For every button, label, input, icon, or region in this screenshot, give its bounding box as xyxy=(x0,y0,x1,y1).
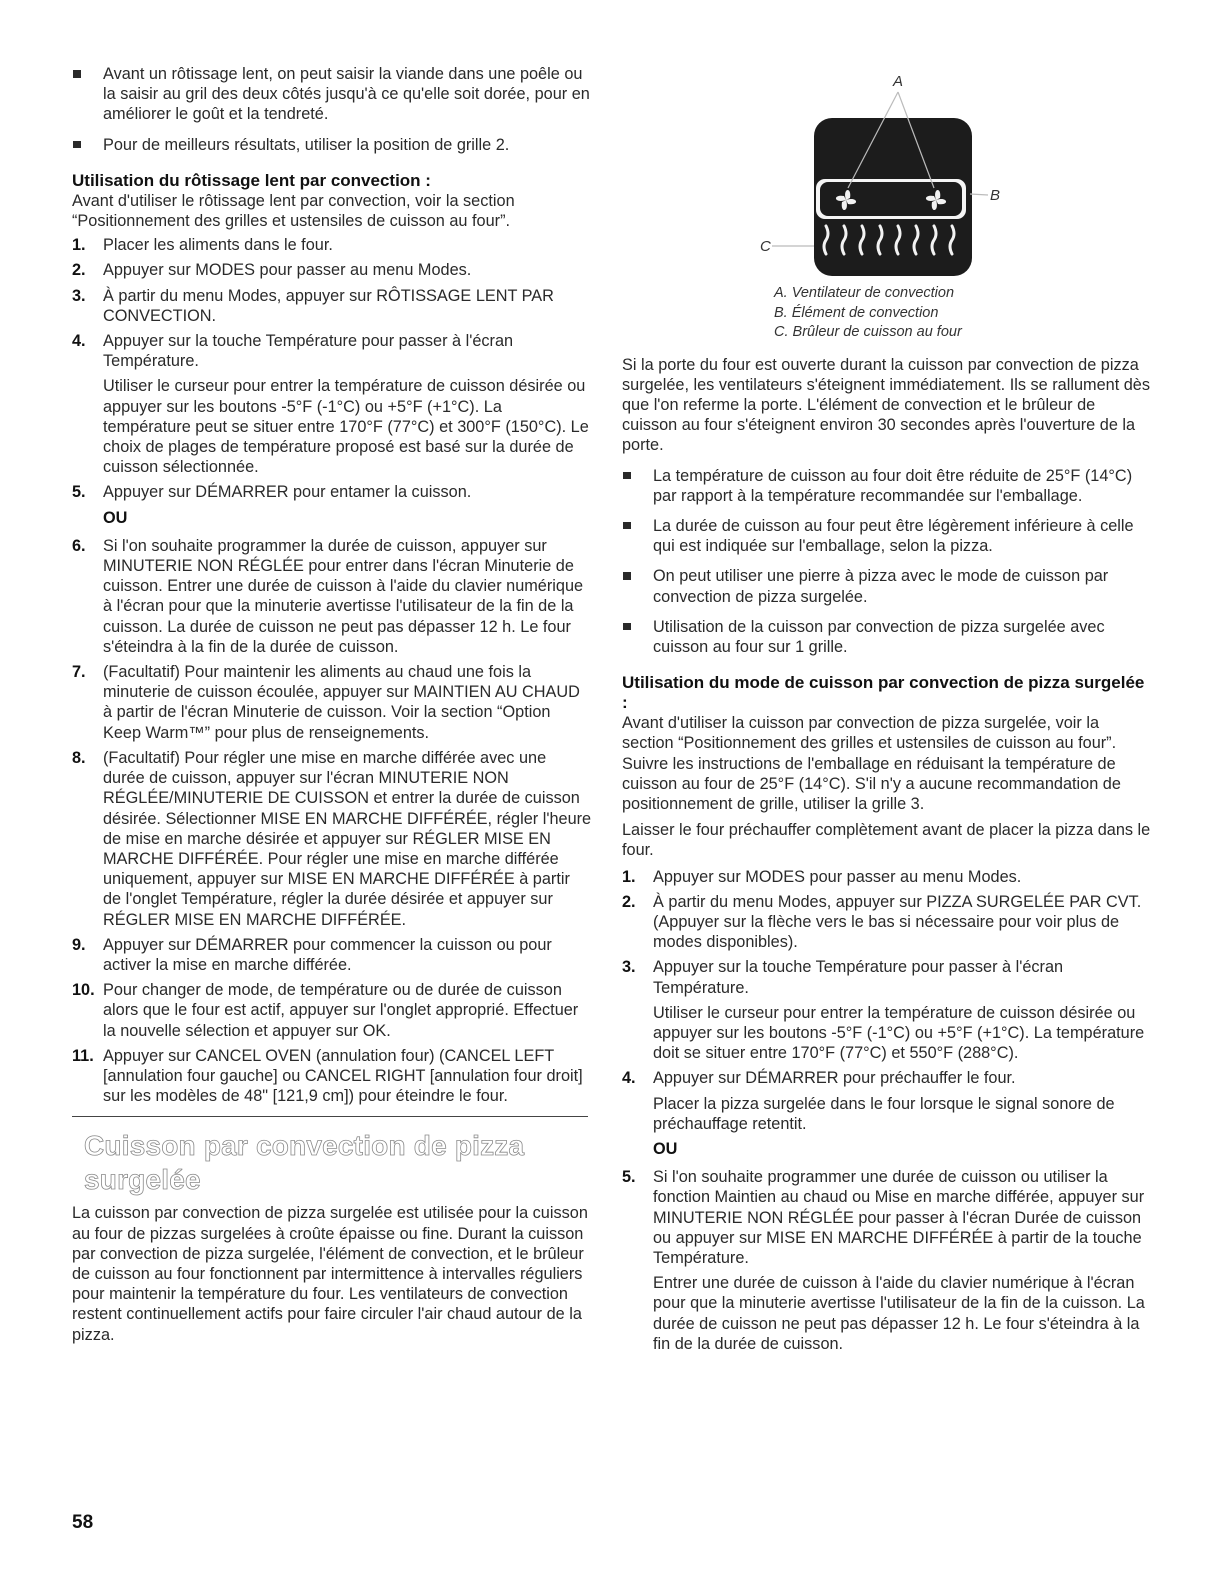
step-item xyxy=(72,260,592,280)
sub-heading: Utilisation du mode de cuisson par convection de pizza surgelée : xyxy=(622,673,1145,713)
step-number: 4. xyxy=(72,332,86,351)
step-item xyxy=(622,1167,1152,1268)
paragraph: Si la porte du four est ouverte durant la cuisson par convection de pizza surgelée, les ventilateurs s'éteignent immédiatement. Ils se rallument dès que l'on referme la porte. L'élément de convection et le brûleur de cuisson au four s'éteignent environ 30 secondes après l'ouverture de la porte. xyxy=(622,355,1150,455)
right-column xyxy=(622,64,1152,1359)
step-text: Placer les aliments dans le four. xyxy=(103,236,333,255)
step-number: 7. xyxy=(72,663,86,682)
step-note: Placer la pizza surgelée dans le four lorsque le signal sonore de préchauffage retentit. xyxy=(653,1094,1115,1133)
step-item xyxy=(72,935,592,975)
step-note: Utiliser le curseur pour entrer la température de cuisson désirée ou appuyer sur les boutons -5°F (-1°C) ou +5°F (+1°C). La température doit se situer entre 170°F (77°C) et 550°F (288°C). xyxy=(653,1003,1145,1063)
convection-fan-icon xyxy=(922,186,950,214)
step-item xyxy=(72,662,592,743)
paragraph: Avant d'utiliser le rôtissage lent par convection, voir la section “Positionnement des grilles et ustensiles de cuisson au four”. xyxy=(72,191,515,231)
label-a: A xyxy=(893,73,904,90)
step-number: 5. xyxy=(72,483,86,502)
step-text: Appuyer sur DÉMARRER pour commencer la cuisson ou pour activer la mise en marche différée. xyxy=(103,935,552,974)
or-label: OU xyxy=(653,1140,678,1158)
left-column xyxy=(72,64,592,1349)
step-number: 8. xyxy=(72,748,86,767)
step-text: (Facultatif) Pour régler une mise en marche différée avec une durée de cuisson, appuyer sur l'écran MINUTERIE NON RÉGLÉE/MINUTERIE DE CUISSON et entrer la durée de cuisson désirée. Sélectionner MISE EN MARCHE DIFFÉRÉE, régler l'heure de mise en marche désirée et appuyer sur RÉGLER MISE EN MARCHE DIFFÉRÉE. Pour régler une mise en marche différée uniquement, appuyer sur MISE EN MARCHE DIFFÉRÉE à partir de l'onglet Température, régler la durée désirée et appuyer sur RÉGLER MISE EN MARCHE DIFFÉRÉE. xyxy=(103,748,592,929)
step-text: Appuyer sur CANCEL OVEN (annulation four) (CANCEL LEFT [annulation four gauche] ou CANCEL RIGHT [annulation four droit] sur les modèles de 48" [121,9 cm]) pour éteindre le four. xyxy=(103,1046,583,1106)
step-text: Appuyer sur MODES pour passer au menu Modes. xyxy=(653,867,1022,886)
label-b: B xyxy=(990,187,1001,204)
step-item xyxy=(72,286,592,326)
step-text: (Facultatif) Pour maintenir les aliments au chaud une fois la minuterie de cuisson écoulée, appuyer sur MAINTIEN AU CHAUD à partir de l'écran Minuterie de cuisson. Voir la section “Option Keep Warm™” pour plus de renseignements. xyxy=(103,663,580,742)
section-title: Cuisson par convection de pizza surgelée xyxy=(84,1130,525,1196)
bullet-item: Avant un rôtissage lent, on peut saisir la viande dans une poêle ou la saisir au gril des deux côtés jusqu'à ce qu'elle soit dorée, pour en améliorer le goût et la tendreté. xyxy=(72,64,592,125)
bullet-item: La durée de cuisson au four peut être légèrement inférieure à celle qui est indiquée sur l'emballage, selon la pizza. xyxy=(622,516,1152,556)
step-number: 2. xyxy=(72,261,86,280)
step-text: Appuyer sur DÉMARRER pour préchauffer le four. xyxy=(653,1069,1016,1088)
step-item xyxy=(72,235,592,255)
step-text: À partir du menu Modes, appuyer sur PIZZA SURGELÉE PAR CVT. (Appuyer sur la flèche vers le bas si nécessaire pour voir plus de modes disponibles). xyxy=(653,892,1142,952)
section-divider xyxy=(72,1116,588,1117)
caption-line: B. Élément de convection xyxy=(774,304,939,321)
step-item xyxy=(622,867,1152,887)
step-number: 11. xyxy=(72,1046,94,1065)
convection-oven-diagram xyxy=(760,64,1002,274)
step-text: Appuyer sur DÉMARRER pour entamer la cuisson. xyxy=(103,483,472,502)
sub-heading: Utilisation du rôtissage lent par convection : xyxy=(72,170,431,190)
step-number: 1. xyxy=(72,236,86,255)
step-item xyxy=(72,980,592,1041)
step-number: 1. xyxy=(622,867,636,886)
step-item xyxy=(72,482,592,502)
paragraph: La cuisson par convection de pizza surgelée est utilisée pour la cuisson au four de pizzas surgelées à croûte épaisse ou fine. Durant la cuisson par convection de pizza surgelée, l'élément de convection, et le brûleur de cuisson au four fonctionnent par intermittence à intervalles réguliers pour maintenir la température du four. Les ventilateurs de convection restent continuellement actifs pour faire circuler l'air chaud autour de la pizza. xyxy=(72,1204,588,1344)
or-label: OU xyxy=(103,508,128,527)
bullet-item: Pour de meilleurs résultats, utiliser la position de grille 2. xyxy=(72,135,592,155)
step-number: 9. xyxy=(72,935,86,954)
figure-caption xyxy=(622,284,1152,343)
step-number: 4. xyxy=(622,1069,636,1088)
bullet-item: On peut utiliser une pierre à pizza avec le mode de cuisson par convection de pizza surgelée. xyxy=(622,566,1152,606)
caption-line: A. Ventilateur de convection xyxy=(774,285,955,301)
step-text: Pour changer de mode, de température ou de durée de cuisson alors que le four est actif, appuyer sur l'onglet approprié. Effectuer la nouvelle sélection et appuyer sur OK. xyxy=(103,981,579,1040)
step-text: Si l'on souhaite programmer la durée de cuisson, appuyer sur MINUTERIE NON RÉGLÉE pour entrer dans l'écran Minuterie de cuisson. Entrer une durée de cuisson à l'aide du clavier numérique à l'écran pour que la minuterie avertisse l'utilisateur de la fin de la cuisson. La durée de cuisson ne peut pas dépasser 12 h. Le four s'éteindra à la fin de la durée de cuisson. xyxy=(103,536,584,656)
bullet-item: La température de cuisson au four doit être réduite de 25°F (14°C) par rapport à la température recommandée sur l'emballage. xyxy=(622,466,1152,506)
step-text: À partir du menu Modes, appuyer sur RÔTISSAGE LENT PAR CONVECTION. xyxy=(103,286,554,325)
step-text: Appuyer sur MODES pour passer au menu Modes. xyxy=(103,261,472,280)
step-note: Entrer une durée de cuisson à l'aide du clavier numérique à l'écran pour que la minuterie avertisse l'utilisateur de la fin de la cuisson. La durée de cuisson ne peut pas dépasser 12 h. Le four s'éteindra à la fin de la durée de cuisson. xyxy=(653,1274,1145,1353)
step-item xyxy=(622,1068,1152,1088)
step-note: Utiliser le curseur pour entrer la température de cuisson désirée ou appuyer sur les boutons -5°F (-1°C) ou +5°F (+1°C). La température peut se situer entre 170°F (77°C) et 300°F (150°C). Le choix de plages de température proposé est basé sur la durée de cuisson sélectionnée. xyxy=(103,377,589,477)
bullet-item: Utilisation de la cuisson par convection de pizza surgelée avec cuisson au four sur 1 grille. xyxy=(622,617,1152,657)
step-item xyxy=(72,748,592,930)
caption-line: C. Brûleur de cuisson au four xyxy=(774,324,962,340)
step-number: 5. xyxy=(622,1168,636,1187)
paragraph: Avant d'utiliser la cuisson par convection de pizza surgelée, voir la section “Positionnement des grilles et ustensiles de cuisson au four”. Suivre les instructions de l'emballage en réduisant la température de cuisson au four de 25°F (14°C). S'il n'y a aucune recommandation de positionnement de grille, utiliser la grille 3. xyxy=(622,714,1121,813)
step-item xyxy=(72,1046,592,1107)
label-c: C xyxy=(760,238,771,255)
step-text: Appuyer sur la touche Température pour passer à l'écran Température. xyxy=(653,958,1064,997)
step-item xyxy=(72,331,592,371)
step-number: 2. xyxy=(622,892,636,911)
step-number: 6. xyxy=(72,536,86,555)
step-text: Si l'on souhaite programmer une durée de cuisson ou utiliser la fonction Maintien au chaud ou Mise en marche différée, appuyer sur MINUTERIE NON RÉGLÉE pour passer à l'écran Durée de cuisson ou appuyer sur MISE EN MARCHE DIFFÉRÉE à partir de la touche Température. xyxy=(653,1168,1145,1268)
step-text: Appuyer sur la touche Température pour passer à l'écran Température. xyxy=(103,332,514,371)
step-item xyxy=(72,536,592,657)
step-number: 10. xyxy=(72,981,95,1000)
step-number: 3. xyxy=(72,286,86,305)
step-item xyxy=(622,957,1152,997)
step-item xyxy=(622,892,1152,953)
page-number: 58 xyxy=(72,1512,94,1533)
convection-fan-icon xyxy=(832,186,860,214)
step-number: 3. xyxy=(622,958,636,977)
paragraph: Laisser le four préchauffer complètement avant de placer la pizza dans le four. xyxy=(622,821,1151,860)
